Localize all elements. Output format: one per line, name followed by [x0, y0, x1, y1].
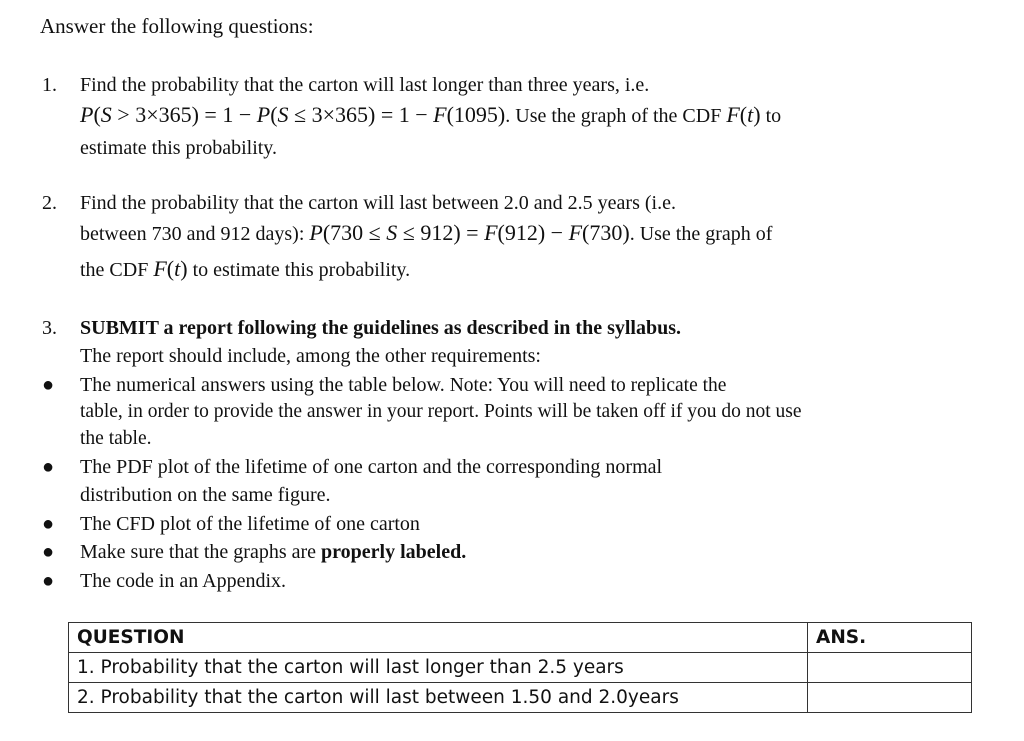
b4-text: Make sure that the graphs are properly labeled.	[80, 541, 467, 563]
q2-line2: between 730 and 912 days): P(730 ≤ S ≤ 912) = F(912) − F(730). Use the graph of	[80, 220, 773, 245]
b5-text: The code in an Appendix.	[80, 570, 287, 592]
b2-line2: distribution on the same figure.	[80, 484, 331, 506]
bullet-5: ●	[42, 570, 55, 592]
row-answer-cell[interactable]	[808, 653, 972, 683]
q1-number: 1.	[42, 74, 57, 96]
q1-cdf-symbol: F(t)	[726, 102, 761, 127]
answer-table	[68, 622, 972, 713]
bullet-1: ●	[42, 374, 55, 396]
b1-line3: the table.	[80, 428, 152, 449]
q2-cdf-symbol: F(t)	[153, 256, 188, 281]
row-question: 1. Probability that the carton will last longer than 2.5 years	[69, 653, 808, 683]
table-row	[69, 653, 972, 683]
header-question: QUESTION	[69, 623, 808, 653]
table-header-row	[69, 623, 972, 653]
q3-line2: The report should include, among the other requirements:	[80, 345, 541, 367]
b1-line2: table, in order to provide the answer in your report. Points will be taken off if you do not use	[80, 401, 802, 422]
row-question: 2. Probability that the carton will last between 1.50 and 2.0years	[69, 683, 808, 713]
q3-line1: SUBMIT a report following the guidelines as described in the syllabus.	[80, 317, 681, 339]
row-answer-cell[interactable]	[808, 683, 972, 713]
q1-equation: P(S > 3×365) = 1 − P(S ≤ 3×365) = 1 − F(1095)	[80, 102, 506, 127]
q1-line3: estimate this probability.	[80, 137, 278, 159]
q3-number: 3.	[42, 317, 57, 339]
b3-text: The CFD plot of the lifetime of one carton	[80, 513, 420, 535]
b1-line1: The numerical answers using the table below. Note: You will need to replicate the	[80, 374, 727, 396]
b2-line1: The PDF plot of the lifetime of one carton and the corresponding normal	[80, 456, 663, 478]
q2-line1: Find the probability that the carton will last between 2.0 and 2.5 years (i.e.	[80, 192, 676, 214]
q2-line3: the CDF F(t) to estimate this probability.	[80, 256, 411, 281]
bullet-3: ●	[42, 513, 55, 535]
q1-line1: Find the probability that the carton will last longer than three years, i.e.	[80, 74, 650, 96]
q2-number: 2.	[42, 192, 57, 214]
q1-line2: P(S > 3×365) = 1 − P(S ≤ 3×365) = 1 − F(1095). Use the graph of the CDF F(t) to	[80, 102, 782, 127]
table-row	[69, 683, 972, 713]
bullet-2: ●	[42, 456, 55, 478]
intro-heading: Answer the following questions:	[40, 14, 314, 38]
header-ans: ANS.	[808, 623, 972, 653]
bullet-4: ●	[42, 541, 55, 563]
q2-equation: P(730 ≤ S ≤ 912) = F(912) − F(730)	[309, 220, 630, 245]
